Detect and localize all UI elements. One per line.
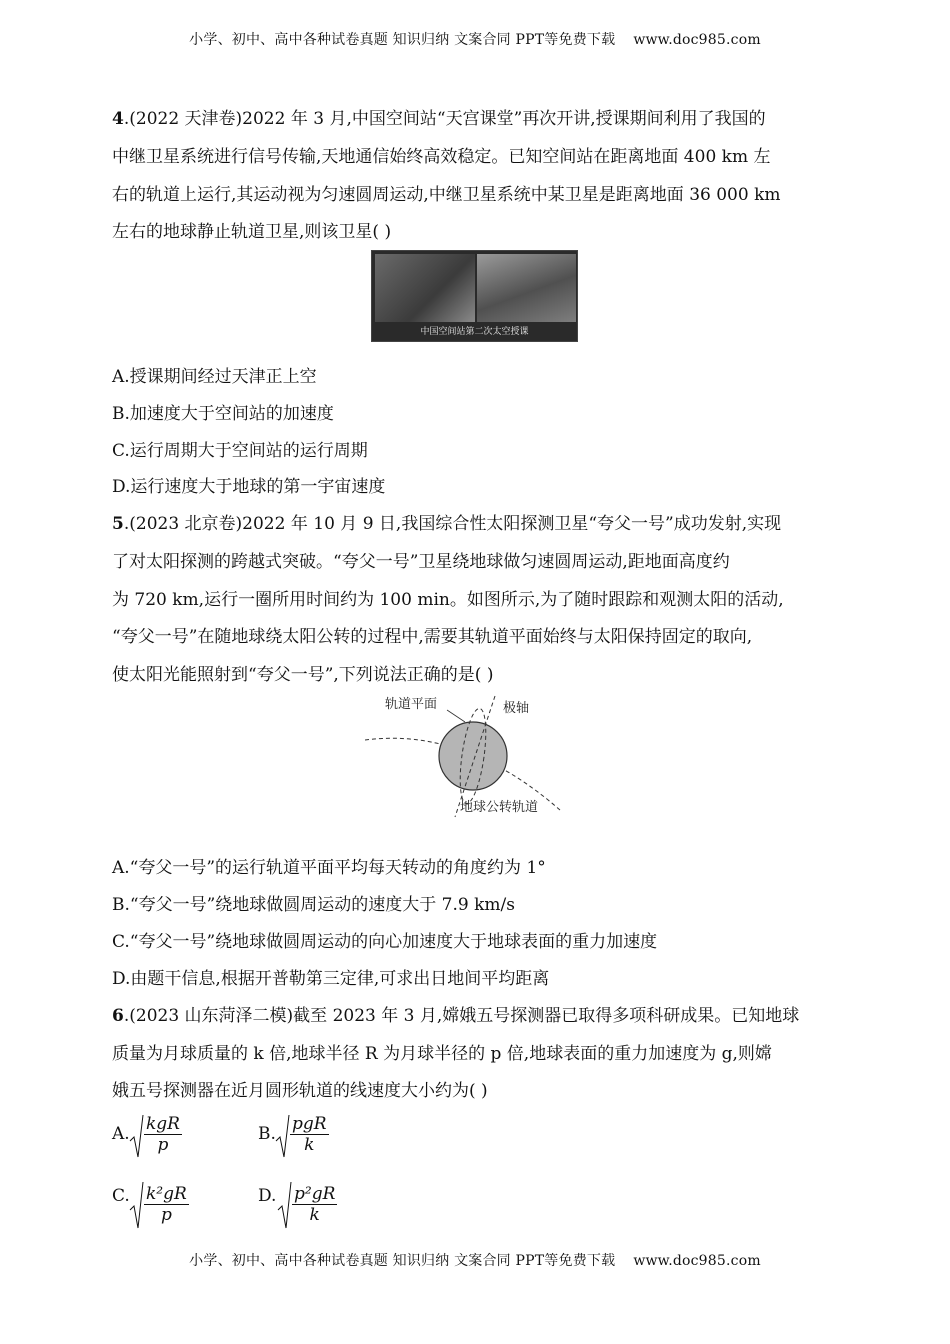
q6-line-2: 质量为月球质量的 k 倍,地球半径 R 为月球半径的 p 倍,地球表面的重力加速度为 g,则嫦 [112, 1044, 772, 1064]
q6-option-b-denominator: k [304, 1135, 315, 1155]
q6-option-a-numerator: kgR [146, 1114, 180, 1134]
q6-number: 6 [112, 1006, 124, 1026]
orbit-plane-label: 轨道平面 [385, 697, 438, 712]
q5-line-1: 5.(2023 北京卷)2022 年 10 月 9 日,我国综合性太阳探测卫星“夸父一号”成功发射,实现 [112, 514, 782, 534]
q5-option-c: C.“夸父一号”绕地球做圆周运动的向心加速度大于地球表面的重力加速度 [112, 932, 658, 952]
sqrt-icon [128, 1180, 144, 1230]
q6-option-b-label: B. [258, 1124, 276, 1144]
q4-photo-caption: 中国空间站第二次太空授课 [420, 327, 529, 337]
earth-circle [439, 722, 507, 790]
q5-line-4: “夸父一号”在随地球绕太阳公转的过程中,需要其轨道平面始终与太阳保持固定的取向, [112, 627, 753, 647]
footer-text: 小学、初中、高中各种试卷真题 知识归纳 文案合同 PPT等免费下载 [189, 1253, 616, 1269]
q6-option-d-label: D. [258, 1186, 277, 1206]
header-url[interactable]: www.doc985.com [633, 32, 761, 48]
q6-line-1: 6.(2023 山东菏泽二模)截至 2023 年 3 月,嫦娥五号探测器已取得多项科研成果。已知地球 [112, 1006, 800, 1026]
sqrt-icon [276, 1180, 292, 1230]
q5-option-b: B.“夸父一号”绕地球做圆周运动的速度大于 7.9 km/s [112, 895, 515, 915]
q6-option-d-numerator: p²gR [294, 1184, 336, 1204]
q6-option-d-fraction [292, 1184, 337, 1225]
q5-line-2: 了对太阳探测的跨越式突破。“夸父一号”卫星绕地球做匀速圆周运动,距地面高度约 [112, 552, 730, 572]
q5-number: 5 [112, 514, 124, 534]
q6-option-a-denominator: p [157, 1135, 169, 1155]
q6-option-c-numerator: k²gR [146, 1184, 187, 1204]
q5-option-a: A.“夸父一号”的运行轨道平面平均每天转动的角度约为 1° [112, 858, 546, 878]
earth-orbit-diagram [365, 692, 575, 822]
polar-axis-label: 极轴 [503, 701, 530, 716]
q6-option-a-label: A. [112, 1124, 130, 1144]
classroom-photo [477, 254, 576, 322]
page-footer [0, 1250, 950, 1270]
q6-option-d-denominator: k [309, 1205, 320, 1225]
q6-option-c-label: C. [112, 1186, 130, 1206]
q6-option-c-denominator: p [160, 1205, 172, 1225]
q4-option-d: D.运行速度大于地球的第一宇宙速度 [112, 477, 386, 497]
q6-option-c-fraction [144, 1184, 189, 1225]
orbit-plane-pointer [447, 710, 465, 722]
q4-option-a: A.授课期间经过天津正上空 [112, 367, 317, 387]
q6-line-3: 娥五号探测器在近月圆形轨道的线速度大小约为( ) [112, 1081, 488, 1101]
q6-option-b-fraction [290, 1114, 329, 1155]
q4-line-2: 中继卫星系统进行信号传输,天地通信始终高效稳定。已知空间站在距离地面 400 km 左 [112, 147, 771, 167]
q6-option-a-fraction [144, 1114, 182, 1155]
q5-line-5: 使太阳光能照射到“夸父一号”,下列说法正确的是( ) [112, 665, 494, 685]
q4-number: 4 [112, 109, 124, 129]
q4-line-4: 左右的地球静止轨道卫星,则该卫星( ) [112, 222, 392, 242]
sqrt-icon [128, 1113, 144, 1159]
page-header [0, 29, 950, 49]
astronauts-photo [375, 254, 475, 322]
q4-photo [371, 250, 578, 342]
sqrt-icon [274, 1113, 290, 1159]
revolution-orbit-label: 地球公转轨道 [460, 800, 539, 815]
q4-option-b: B.加速度大于空间站的加速度 [112, 404, 334, 424]
q6-option-b-numerator: pgR [292, 1114, 327, 1134]
q5-line-3: 为 720 km,运行一圈所用时间约为 100 min。如图所示,为了随时跟踪和观测太阳的活动, [112, 590, 784, 610]
q4-option-c: C.运行周期大于空间站的运行周期 [112, 441, 368, 461]
q5-option-d: D.由题干信息,根据开普勒第三定律,可求出日地间平均距离 [112, 969, 550, 989]
q4-line-1: 4.(2022 天津卷)2022 年 3 月,中国空间站“天宫课堂”再次开讲,授课期间利用了我国的 [112, 109, 766, 129]
header-text: 小学、初中、高中各种试卷真题 知识归纳 文案合同 PPT等免费下载 [189, 32, 616, 48]
q4-line-3: 右的轨道上运行,其运动视为匀速圆周运动,中继卫星系统中某卫星是距离地面 36 000 km [112, 185, 781, 205]
footer-url[interactable]: www.doc985.com [633, 1253, 761, 1269]
